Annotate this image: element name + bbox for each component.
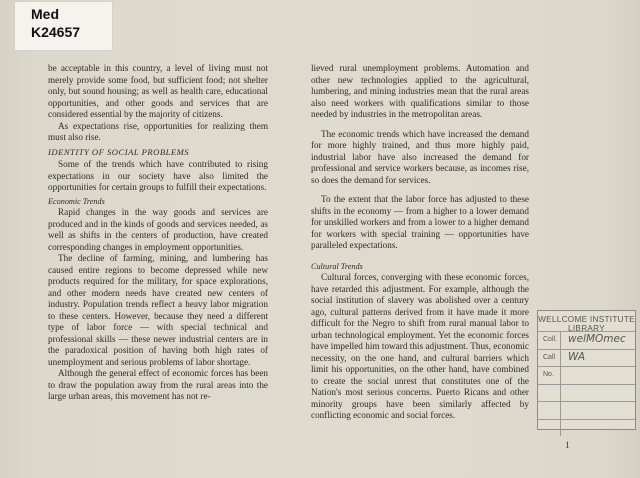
subsection-heading: Cultural Trends [311,261,363,271]
section-heading: IDENTITY OF SOCIAL PROBLEMS [48,146,190,157]
paragraph: The decline of farming, mining, and lumbering has caused entire regions to become depressed while new products required for the military, for space explorations, and other modern needs have created new centers of industry. Population trends reflect a heavy labor migration to these centers. However, because they need a different type of labor force — with special technical and professional skills — these newer industrial centers are in the paradoxical position of having both high rates of unemployment and serious problems of labor shortage. [48,253,268,367]
subsection-heading: Economic Trends [48,196,105,206]
paragraph: Cultural forces, converging with these economic forces, have retarded this adjustment. For example, although the social institution of slavery was abolished over a century ago, cultural patterns derived from it have made it more difficult for the Negro to shift from rural manual labor to urban technological employment. Yet the economic forces have impelled him toward this adjustment. Thus, economic necessity, on the one hand, and cultural barriers which limit his opportunities, on the other hand, have combined to create the social unrest that constitutes one of the Nation's most serious concerns. Puerto Ricans and other minority groups have been similarly affected by conflicting economic and social forces. [311,272,529,420]
stamp-row [538,349,635,367]
stamp-divider [560,402,561,419]
right-text-column [311,63,529,422]
paragraph: be acceptable in this country, a level of living must not merely provide some food, but sufficient food; not shelter only, but sound housing; as well as health care, educational opportunities, and other goods and services that are considered essential by the majority of citizens. [48,63,268,119]
stamp-divider [560,367,561,384]
paragraph: Some of the trends which have contributed to rising expectations in our society have also limited the opportunities for certain groups to fulfill their expectations. [48,159,268,192]
catalog-label-line2: K24657 [31,24,81,40]
stamp-field-label: No. [543,371,554,378]
stamp-row [538,366,635,384]
stamp-title: WELLCOME INSTITUTE LIBRARY [538,315,635,333]
paragraph: As expectations rise, opportunities for realizing them must also rise. [48,120,268,142]
stamp-row [538,331,635,349]
library-stamp [537,310,636,430]
paragraph: lieved rural unemployment problems. Automation and other new technologies applied to the agricultural, lumbering, and mining industries mean that the rural areas also need workers with qualifications similar to those needed by industries in the metropolitan areas. [311,63,529,119]
stamp-field-value: welMOmec [568,333,626,345]
stamp-field-label: Coll. [543,336,558,343]
stamp-field-label: Call [543,353,556,361]
catalog-label [15,2,112,50]
paragraph: To the extent that the labor force has adjusted to these shifts in the economy — from a higher to a lower demand for unskilled workers and from a lower to a higher demand for workers with special training — opportunities have paralleled expectations. [311,194,529,250]
stamp-divider [560,420,561,437]
paragraph: The economic trends which have increased the demand for more highly trained, and thus more highly paid, industrial labor have also increased the demand for professional and service workers because, as incomes rise, so does the demand for services. [311,128,529,185]
stamp-divider [560,332,561,349]
stamp-row [538,419,635,437]
catalog-label-line1: Med [31,6,59,22]
stamp-row [538,384,635,402]
stamp-row [538,401,635,419]
page-number: 1 [565,440,570,450]
left-text-column [48,63,268,403]
stamp-divider [560,350,561,367]
paragraph: Although the general effect of economic forces has been to draw the population away from the rural areas into the large urban areas, this movement has not re- [48,368,268,401]
paragraph: Rapid changes in the way goods and services are produced and in the kinds of goods and services needed, as well as shifts in the centers of production, have created corresponding changes in employment opportunities. [48,207,268,252]
stamp-divider [560,385,561,402]
stamp-field-value: WA [568,350,586,363]
